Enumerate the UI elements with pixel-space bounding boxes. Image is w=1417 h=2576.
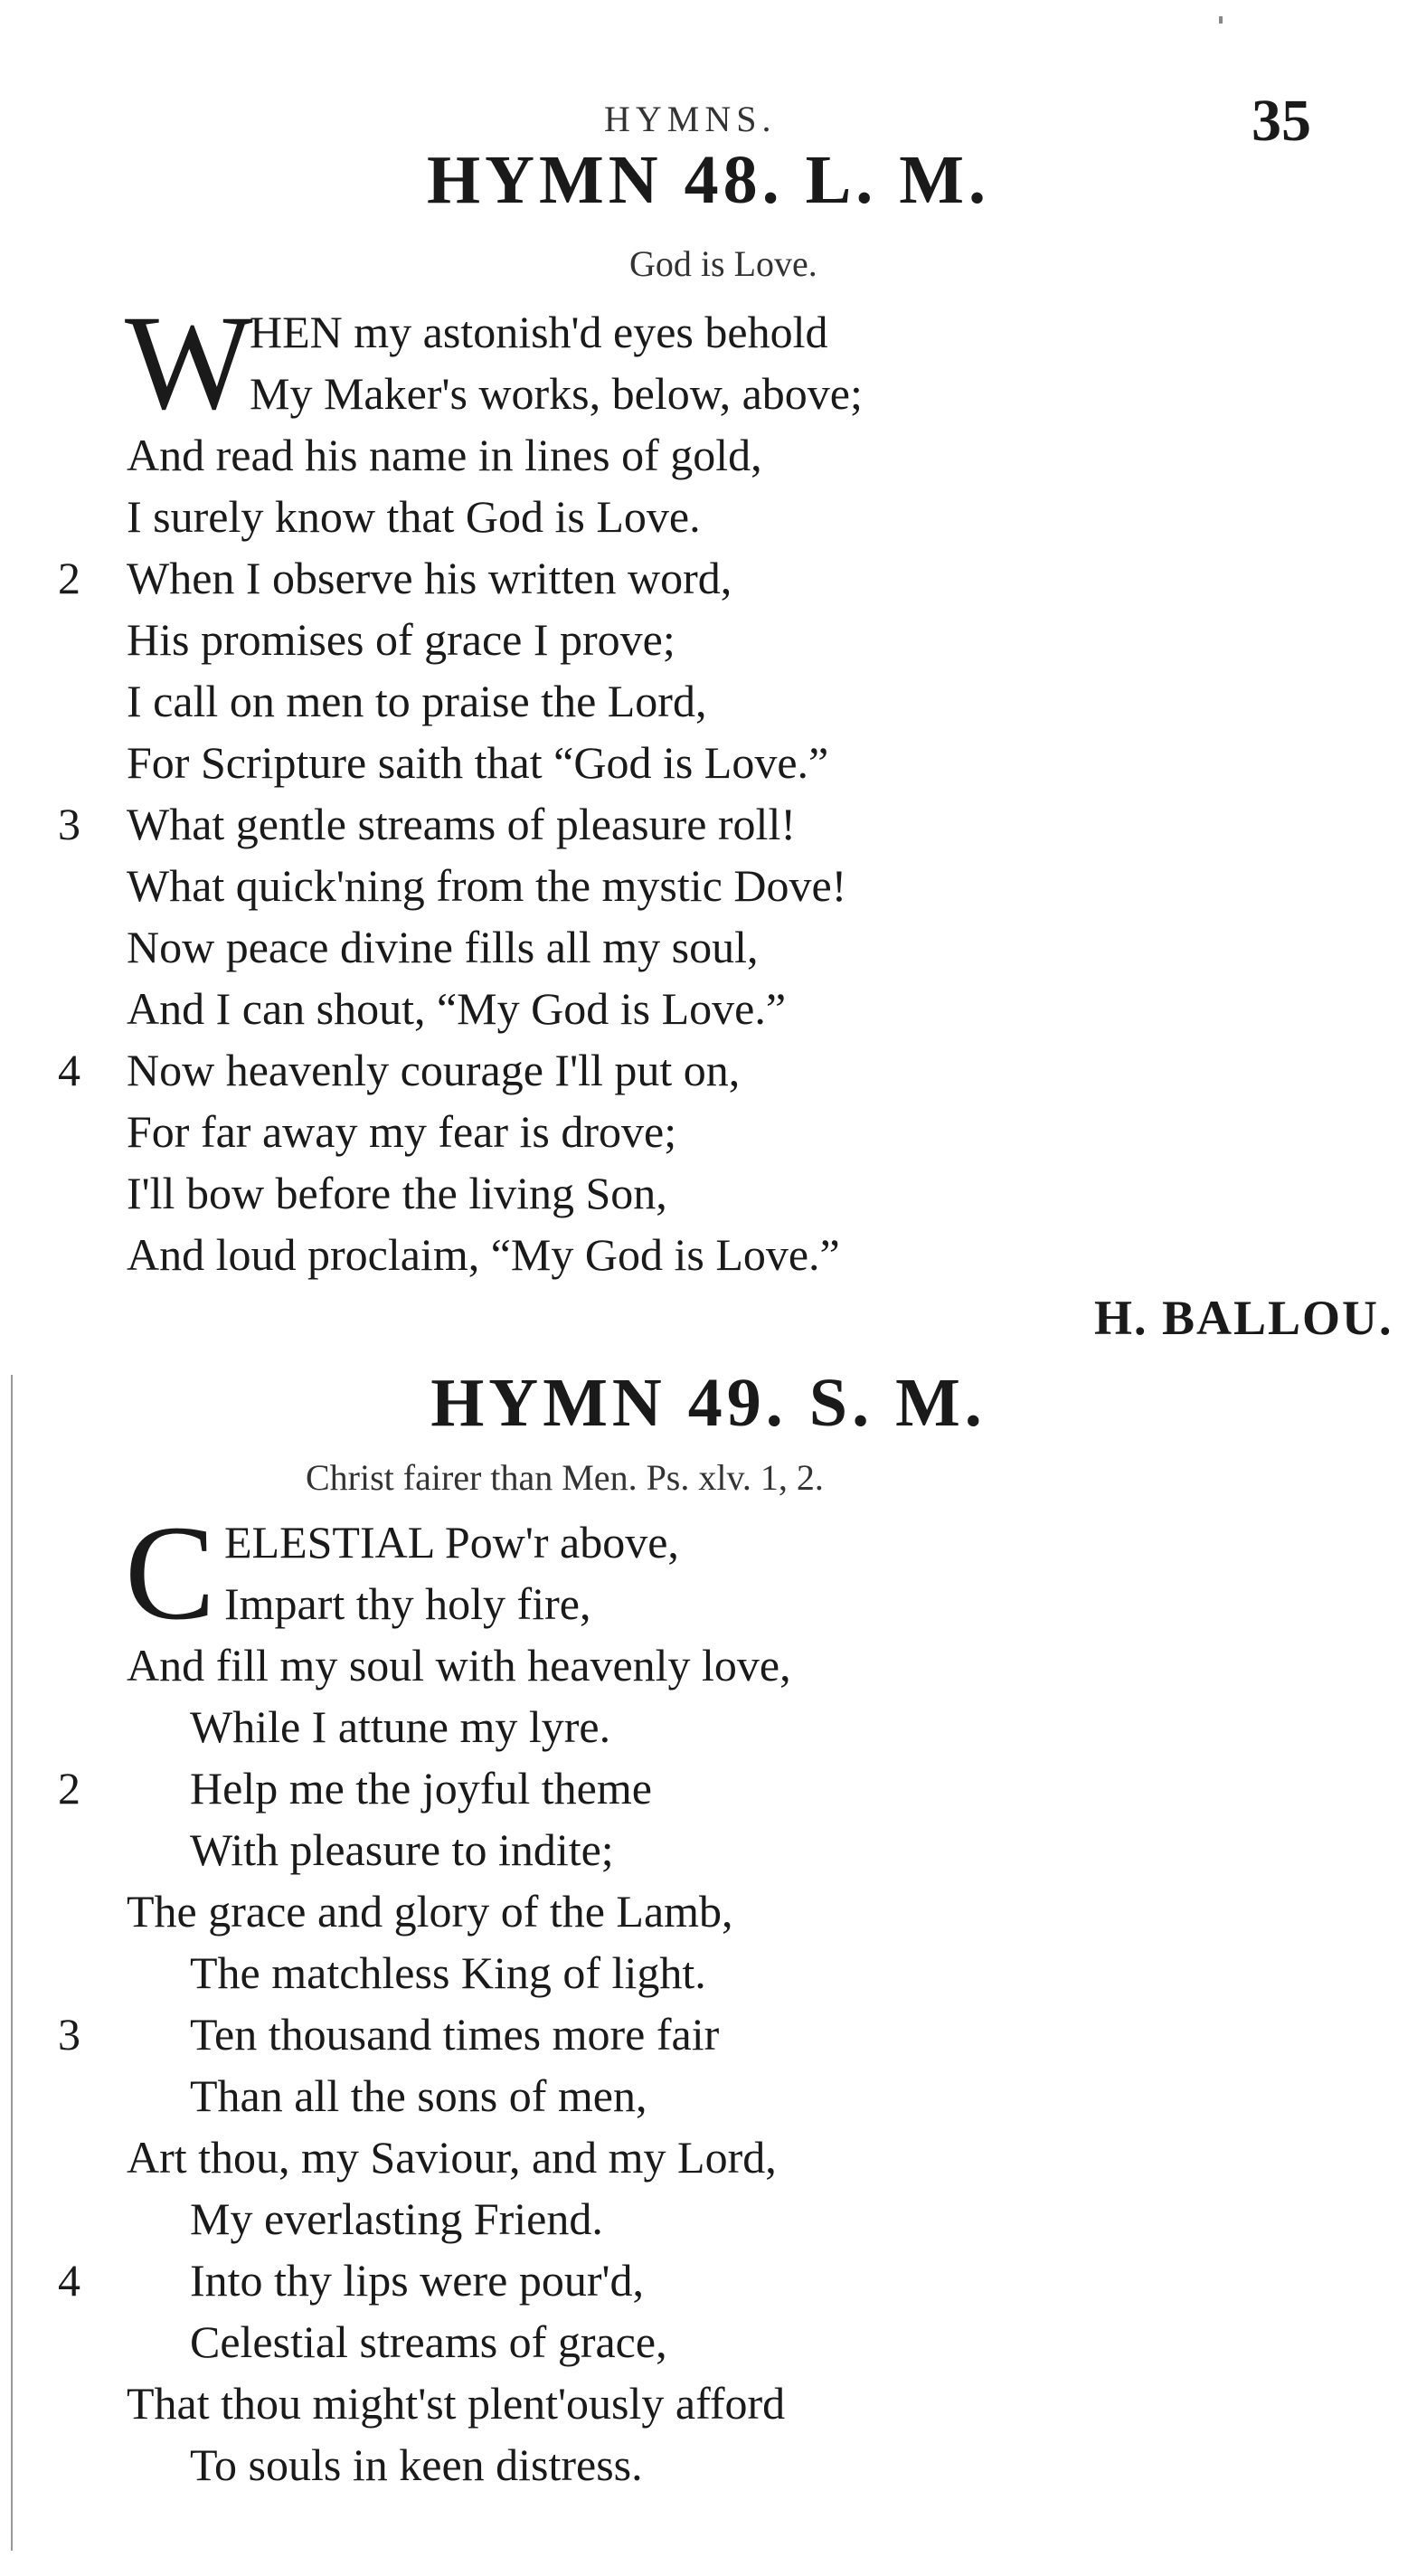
hymn-49-v2-line4: The matchless King of light.: [190, 1947, 706, 1998]
hymn-48-attribution: H. BALLOU.: [1094, 1291, 1393, 1345]
hymn-48-verse-number: 2: [58, 553, 80, 603]
hymn-49-v3-line2: Than all the sons of men,: [190, 2070, 647, 2121]
hymn-48-v3-line1: What gentle streams of pleasure roll!: [127, 799, 796, 849]
hymn-48-v1-line2: My Maker's works, below, above;: [250, 368, 863, 419]
hymn-49-v3-line4: My everlasting Friend.: [190, 2193, 603, 2244]
hymn-49-v2-line3: The grace and glory of the Lamb,: [127, 1886, 733, 1937]
hymn-48-v3-line2: What quick'ning from the mystic Dove!: [127, 860, 847, 911]
ink-speck: [1219, 16, 1223, 24]
hymn-49-v1-line3: And fill my soul with heavenly love,: [127, 1640, 791, 1690]
hymn-48-subtitle: God is Love.: [629, 243, 817, 284]
running-head: HYMNS.: [604, 99, 777, 139]
hymn-49-v1-line1: ELESTIAL Pow'r above,: [224, 1517, 679, 1567]
hymn-49-dropcap: C: [125, 1498, 216, 1648]
hymn-48-title: HYMN 48. L. M.: [426, 142, 991, 218]
hymn-49-v1-line4: While I attune my lyre.: [190, 1701, 611, 1752]
hymn-48-v3-line4: And I can shout, “My God is Love.”: [127, 983, 787, 1034]
hymn-49-v3-line3: Art thou, my Saviour, and my Lord,: [127, 2132, 777, 2183]
page-edge-line: [11, 1375, 13, 2551]
hymn-48-v1-line1: HEN my astonish'd eyes behold: [250, 307, 828, 357]
hymn-49-subtitle: Christ fairer than Men. Ps. xlv. 1, 2.: [306, 1457, 824, 1498]
hymn-49-v2-line1: Help me the joyful theme: [190, 1763, 652, 1814]
hymn-49-verse-number: 2: [58, 1763, 80, 1814]
hymn-48-v2-line1: When I observe his written word,: [127, 553, 732, 603]
hymn-48-v2-line3: I call on men to praise the Lord,: [127, 676, 707, 726]
page-number: 35: [1252, 88, 1311, 154]
hymn-48-v1-line4: I surely know that God is Love.: [127, 491, 701, 542]
hymn-48-v4-line3: I'll bow before the living Son,: [127, 1168, 667, 1218]
hymn-48-v4-line4: And loud proclaim, “My God is Love.”: [127, 1229, 840, 1280]
hymn-48-v4-line1: Now heavenly courage I'll put on,: [127, 1045, 741, 1095]
hymn-49-v1-line2: Impart thy holy fire,: [224, 1578, 591, 1629]
hymn-49-verse-number: 4: [58, 2255, 80, 2306]
hymn-49-v4-line3: That thou might'st plent'ously afford: [127, 2378, 786, 2429]
hymn-48-v3-line3: Now peace divine fills all my soul,: [127, 922, 759, 972]
hymn-49-title: HYMN 49. S. M.: [430, 1365, 987, 1441]
hymn-49-verse-number: 3: [58, 2009, 80, 2060]
hymn-49-v2-line2: With pleasure to indite;: [190, 1824, 614, 1875]
hymn-48-verse-number: 3: [58, 799, 80, 849]
hymn-49-v4-line2: Celestial streams of grace,: [190, 2316, 667, 2367]
hymn-48-v2-line2: His promises of grace I prove;: [127, 614, 675, 665]
hymn-49-v4-line1: Into thy lips were pour'd,: [190, 2255, 644, 2306]
hymn-49-v3-line1: Ten thousand times more fair: [190, 2009, 720, 2060]
hymn-49-v4-line4: To souls in keen distress.: [190, 2439, 643, 2490]
hymn-48-v1-line3: And read his name in lines of gold,: [127, 430, 762, 480]
hymn-48-v2-line4: For Scripture saith that “God is Love.”: [127, 737, 829, 788]
hymn-48-verse-number: 4: [58, 1045, 80, 1095]
hymn-48-dropcap: W: [125, 288, 253, 438]
hymn-48-v4-line2: For far away my fear is drove;: [127, 1106, 677, 1157]
